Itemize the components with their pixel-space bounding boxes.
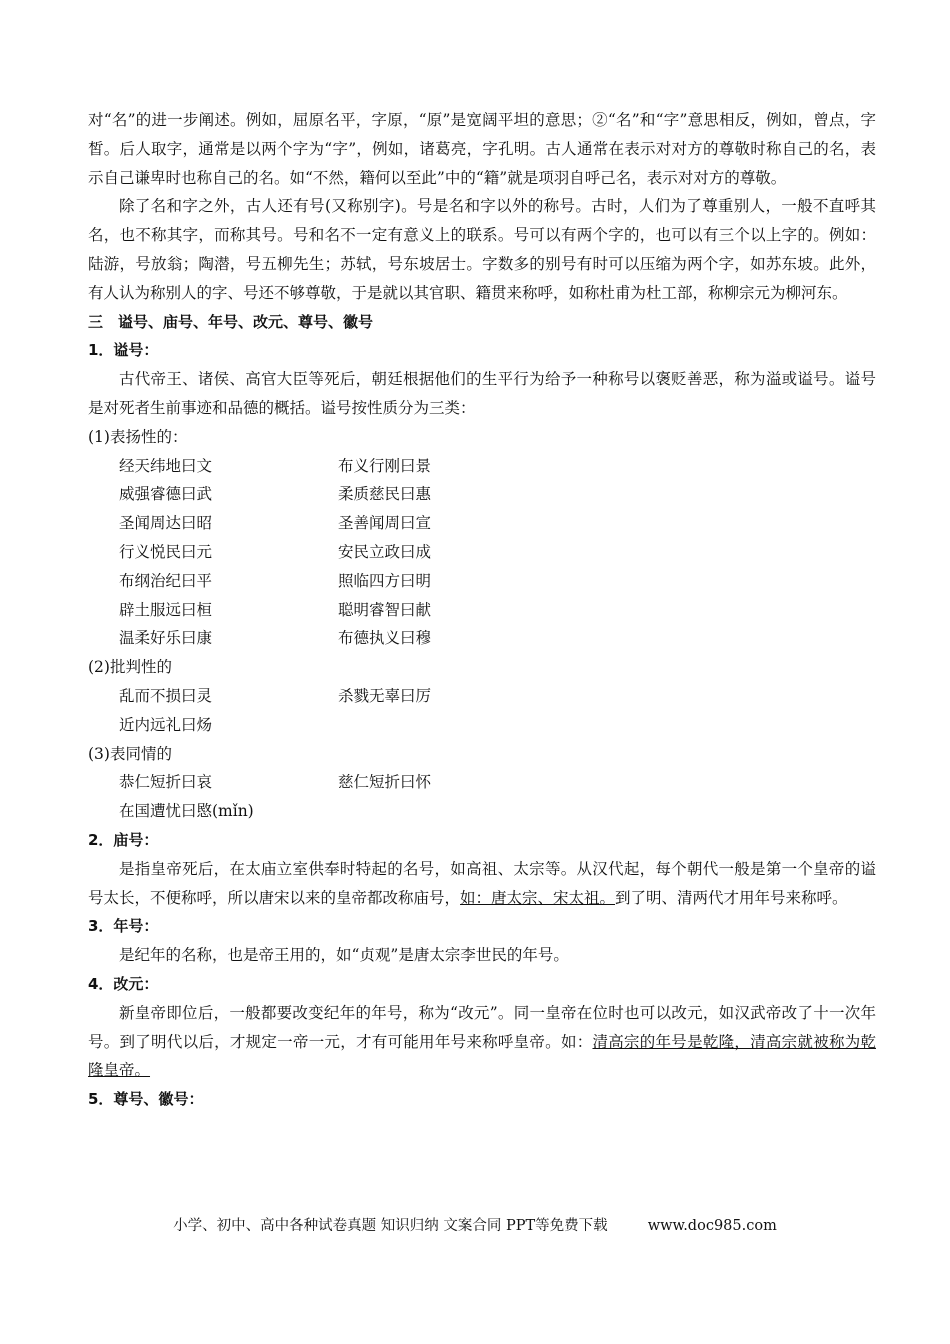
subheading-nianhao: 3．年号： xyxy=(88,917,159,936)
critical-list xyxy=(88,682,876,740)
list-item-right: 照临四方曰明 xyxy=(338,571,432,590)
underlined-example: 如：唐太宗、宋太祖。 xyxy=(460,888,616,907)
list-item xyxy=(119,797,876,826)
list-item-left: 经天纬地曰文 xyxy=(119,456,213,475)
paragraph-text: 到了明、清两代才用年号来称呼。 xyxy=(615,888,848,907)
list-item xyxy=(119,768,876,797)
list-item-left: 辟土服远曰桓 xyxy=(119,600,213,619)
list-item-left: 圣闻周达曰昭 xyxy=(119,514,213,533)
praise-list xyxy=(88,452,876,654)
underlined-example: 清高宗的年号是乾隆，清高宗就被称为乾隆皇帝。 xyxy=(88,1032,876,1080)
page-footer xyxy=(0,1214,950,1235)
list-item xyxy=(119,538,876,567)
list-item-left: 在国遭忧曰愍(mǐn) xyxy=(119,802,254,821)
category-praise: (1)表扬性的： xyxy=(88,427,188,446)
list-item-right: 杀戮无辜曰厉 xyxy=(338,686,432,705)
subheading-gaiyuan: 4．改元： xyxy=(88,974,159,993)
list-item xyxy=(119,480,876,509)
paragraph-name-explanation: 对“名”的进一步阐述。例如，屈原名平，字原，“原”是宽阔平坦的意思；②“名”和“字”意思相反，例如，曾点，字皙。后人取字，通常是以两个字为“字”，例如，诸葛亮，字孔明。古人通常在表示对对方的尊敬时称自己的名，表示自己谦卑时也称自己的名。如“不然，籍何以至此”中的“籍”就是项羽自呼己名，表示对对方的尊敬。 xyxy=(88,111,876,187)
subheading-miaohao: 2．庙号： xyxy=(88,830,159,849)
list-item-left: 布纲治纪曰平 xyxy=(119,571,213,590)
category-sympathy: (3)表同情的 xyxy=(88,744,172,763)
footer-link[interactable]: www.doc985.com xyxy=(647,1218,777,1234)
section-heading-3: 三 谥号、庙号、年号、改元、尊号、徽号 xyxy=(88,312,374,331)
list-item-left: 威强睿德曰武 xyxy=(119,485,213,504)
list-item xyxy=(119,682,876,711)
document-body xyxy=(88,106,876,1114)
list-item-right: 安民立政曰成 xyxy=(338,542,432,561)
list-item-right: 聪明睿智曰献 xyxy=(338,600,432,619)
list-item xyxy=(119,567,876,596)
paragraph-nianhao: 是纪年的名称，也是帝王用的，如“贞观”是唐太宗李世民的年号。 xyxy=(119,946,569,965)
list-item xyxy=(119,596,876,625)
paragraph-hao: 除了名和字之外，古人还有号(又称别字)。号是名和字以外的称号。古时，人们为了尊重别人，一般不直呼其名，也不称其字，而称其号。号和名不一定有意义上的联系。号可以有两个字的，也可以有三个以上字的。例如：陆游，号放翁；陶潜，号五柳先生；苏轼，号东坡居士。字数多的别号有时可以压缩为两个字，如苏东坡。此外，有人认为称别人的字、号还不够尊敬，于是就以其官职、籍贯来称呼，如称杜甫为杜工部，称柳宗元为柳河东。 xyxy=(88,197,876,302)
list-item-left: 乱而不损曰灵 xyxy=(119,686,213,705)
paragraph-text: 是指皇帝死后，在太庙立室供奉时特起的名号，如高祖、太宗等。从汉代起，每个朝代一般是第一个皇帝的谥号太长，不便称呼，所以唐宋以来的皇帝都改称庙号， xyxy=(88,859,876,907)
list-item xyxy=(119,711,876,740)
paragraph-gaiyuan xyxy=(88,999,876,1085)
subheading-zunhao: 5．尊号、徽号： xyxy=(88,1090,204,1109)
paragraph-miaohao xyxy=(88,855,876,913)
list-item-right: 慈仁短折曰怀 xyxy=(338,773,432,792)
category-critical: (2)批判性的 xyxy=(88,658,172,677)
paragraph-shihao: 古代帝王、诸侯、高官大臣等死后，朝廷根据他们的生平行为给予一种称号以褒贬善恶，称为溢或谥号。谥号是对死者生前事迹和品德的概括。谥号按性质分为三类： xyxy=(88,370,876,417)
list-item-left: 近内远礼曰炀 xyxy=(119,715,213,734)
subheading-shihao: 1．谥号： xyxy=(88,341,159,360)
list-item-right: 柔质慈民曰惠 xyxy=(338,485,432,504)
list-item-left: 恭仁短折曰哀 xyxy=(119,773,213,792)
list-item-right: 布德执义曰穆 xyxy=(338,629,432,648)
list-item-right: 圣善闻周曰宣 xyxy=(338,514,432,533)
sympathy-list xyxy=(88,768,876,826)
list-item-right: 布义行刚曰景 xyxy=(338,456,432,475)
footer-text: 小学、初中、高中各种试卷真题 知识归纳 文案合同 PPT等免费下载 xyxy=(173,1218,608,1234)
list-item-left: 温柔好乐曰康 xyxy=(119,629,213,648)
list-item-left: 行义悦民曰元 xyxy=(119,542,213,561)
paragraph-text: 新皇帝即位后，一般都要改变纪年的年号，称为“改元”。同一皇帝在位时也可以改元，如汉武帝改了十一次年号。到了明代以后，才规定一帝一元，才有可能用年号来称呼皇帝。如： xyxy=(88,1003,876,1051)
list-item xyxy=(119,452,876,481)
list-item xyxy=(119,624,876,653)
list-item xyxy=(119,509,876,538)
